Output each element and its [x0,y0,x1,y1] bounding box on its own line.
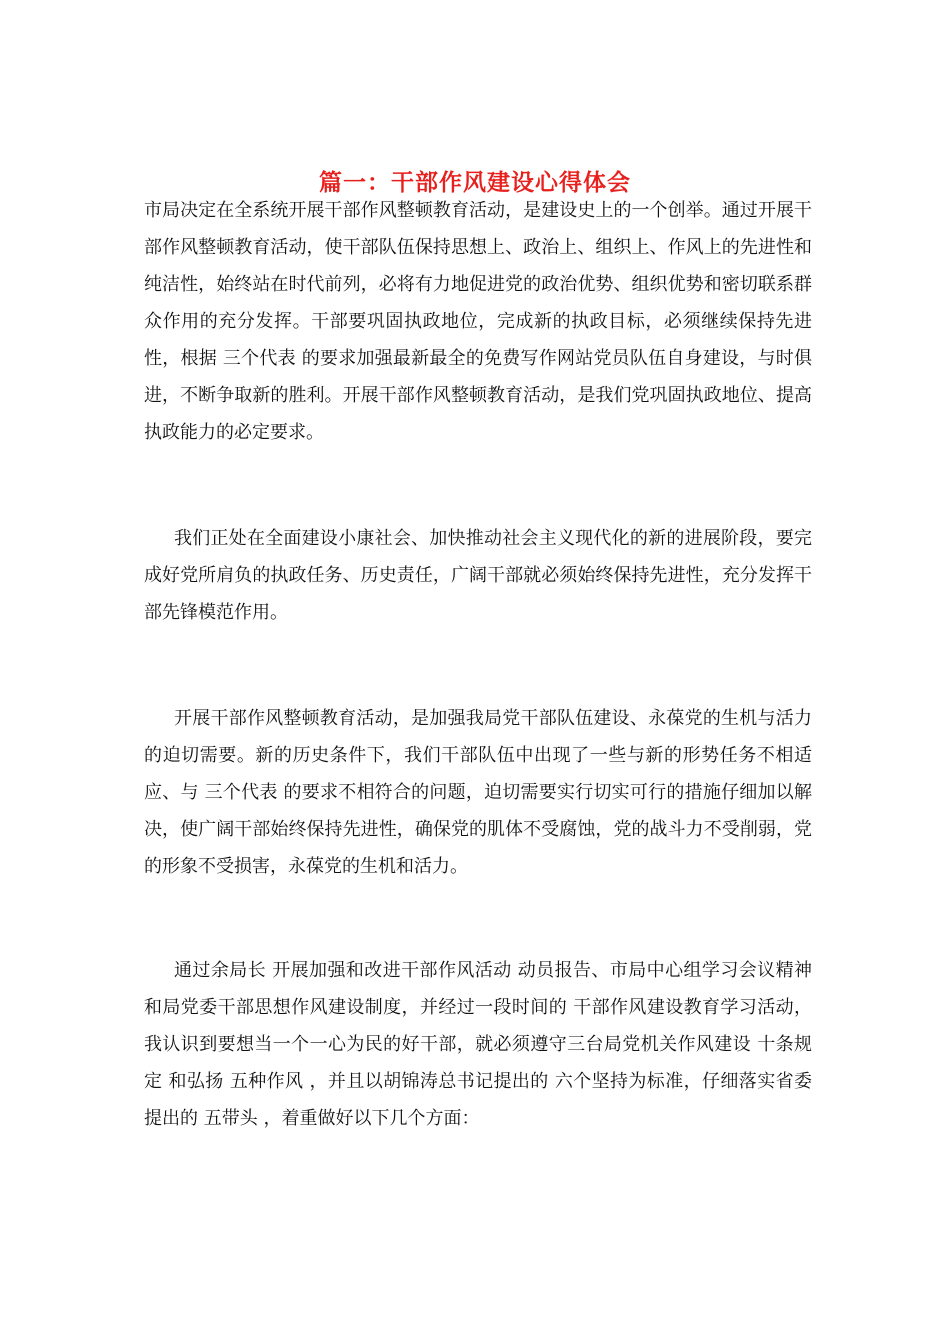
paragraph-2: 我们正处在全面建设小康社会、加快推动社会主义现代化的新的进展阶段，要完成好党所肩负的执政任务、历史责任，广阔干部就必须始终保持先进性，充分发挥干部先锋模范作用。 [144,528,812,623]
document-title: 篇一：干部作风建设心得体会 [319,169,631,197]
paragraph-1: 市局决定在全系统开展干部作风整顿教育活动，是建设史上的一个创举。通过开展干部作风整顿教育活动，使干部队伍保持思想上、政治上、组织上、作风上的先进性和纯洁性，始终站在时代前列，必将有力地促进党的政治优势、组织优势和密切联系群众作用的充分发挥。干部要巩固执政地位，完成新的执政目标，必须继续保持先进性，根据 三个代表 的要求加强最新最全的免费写作网站党员队伍自身建设，与时俱进，不断争取新的胜利。开展干部作风整顿教育活动，是我们党巩固执政地位、提高执政能力的必定要求。 [144,200,812,443]
paragraph-4: 通过余局长 开展加强和改进干部作风活动 动员报告、市局中心组学习会议精神和局党委干部思想作风建设制度，并经过一段时间的 干部作风建设教育学习活动，我认识到要想当一个一心为民的好干部，就必须遵守三台局党机关作风建设 十条规定 和弘扬 五种作风 ，并且以胡锦涛总书记提出的 六个坚持为标准，仔细落实省委提出的 五带头 ，着重做好以下几个方面： [144,960,812,1129]
paragraph-3: 开展干部作风整顿教育活动，是加强我局党干部队伍建设、永葆党的生机与活力的迫切需要。新的历史条件下，我们干部队伍中出现了一些与新的形势任务不相适应、与 三个代表 的要求不相符合的问题，迫切需要实行切实可行的措施仔细加以解决，使广阔干部始终保持先进性，确保党的肌体不受腐蚀，党的战斗力不受削弱，党的形象不受损害，永葆党的生机和活力。 [144,708,812,877]
